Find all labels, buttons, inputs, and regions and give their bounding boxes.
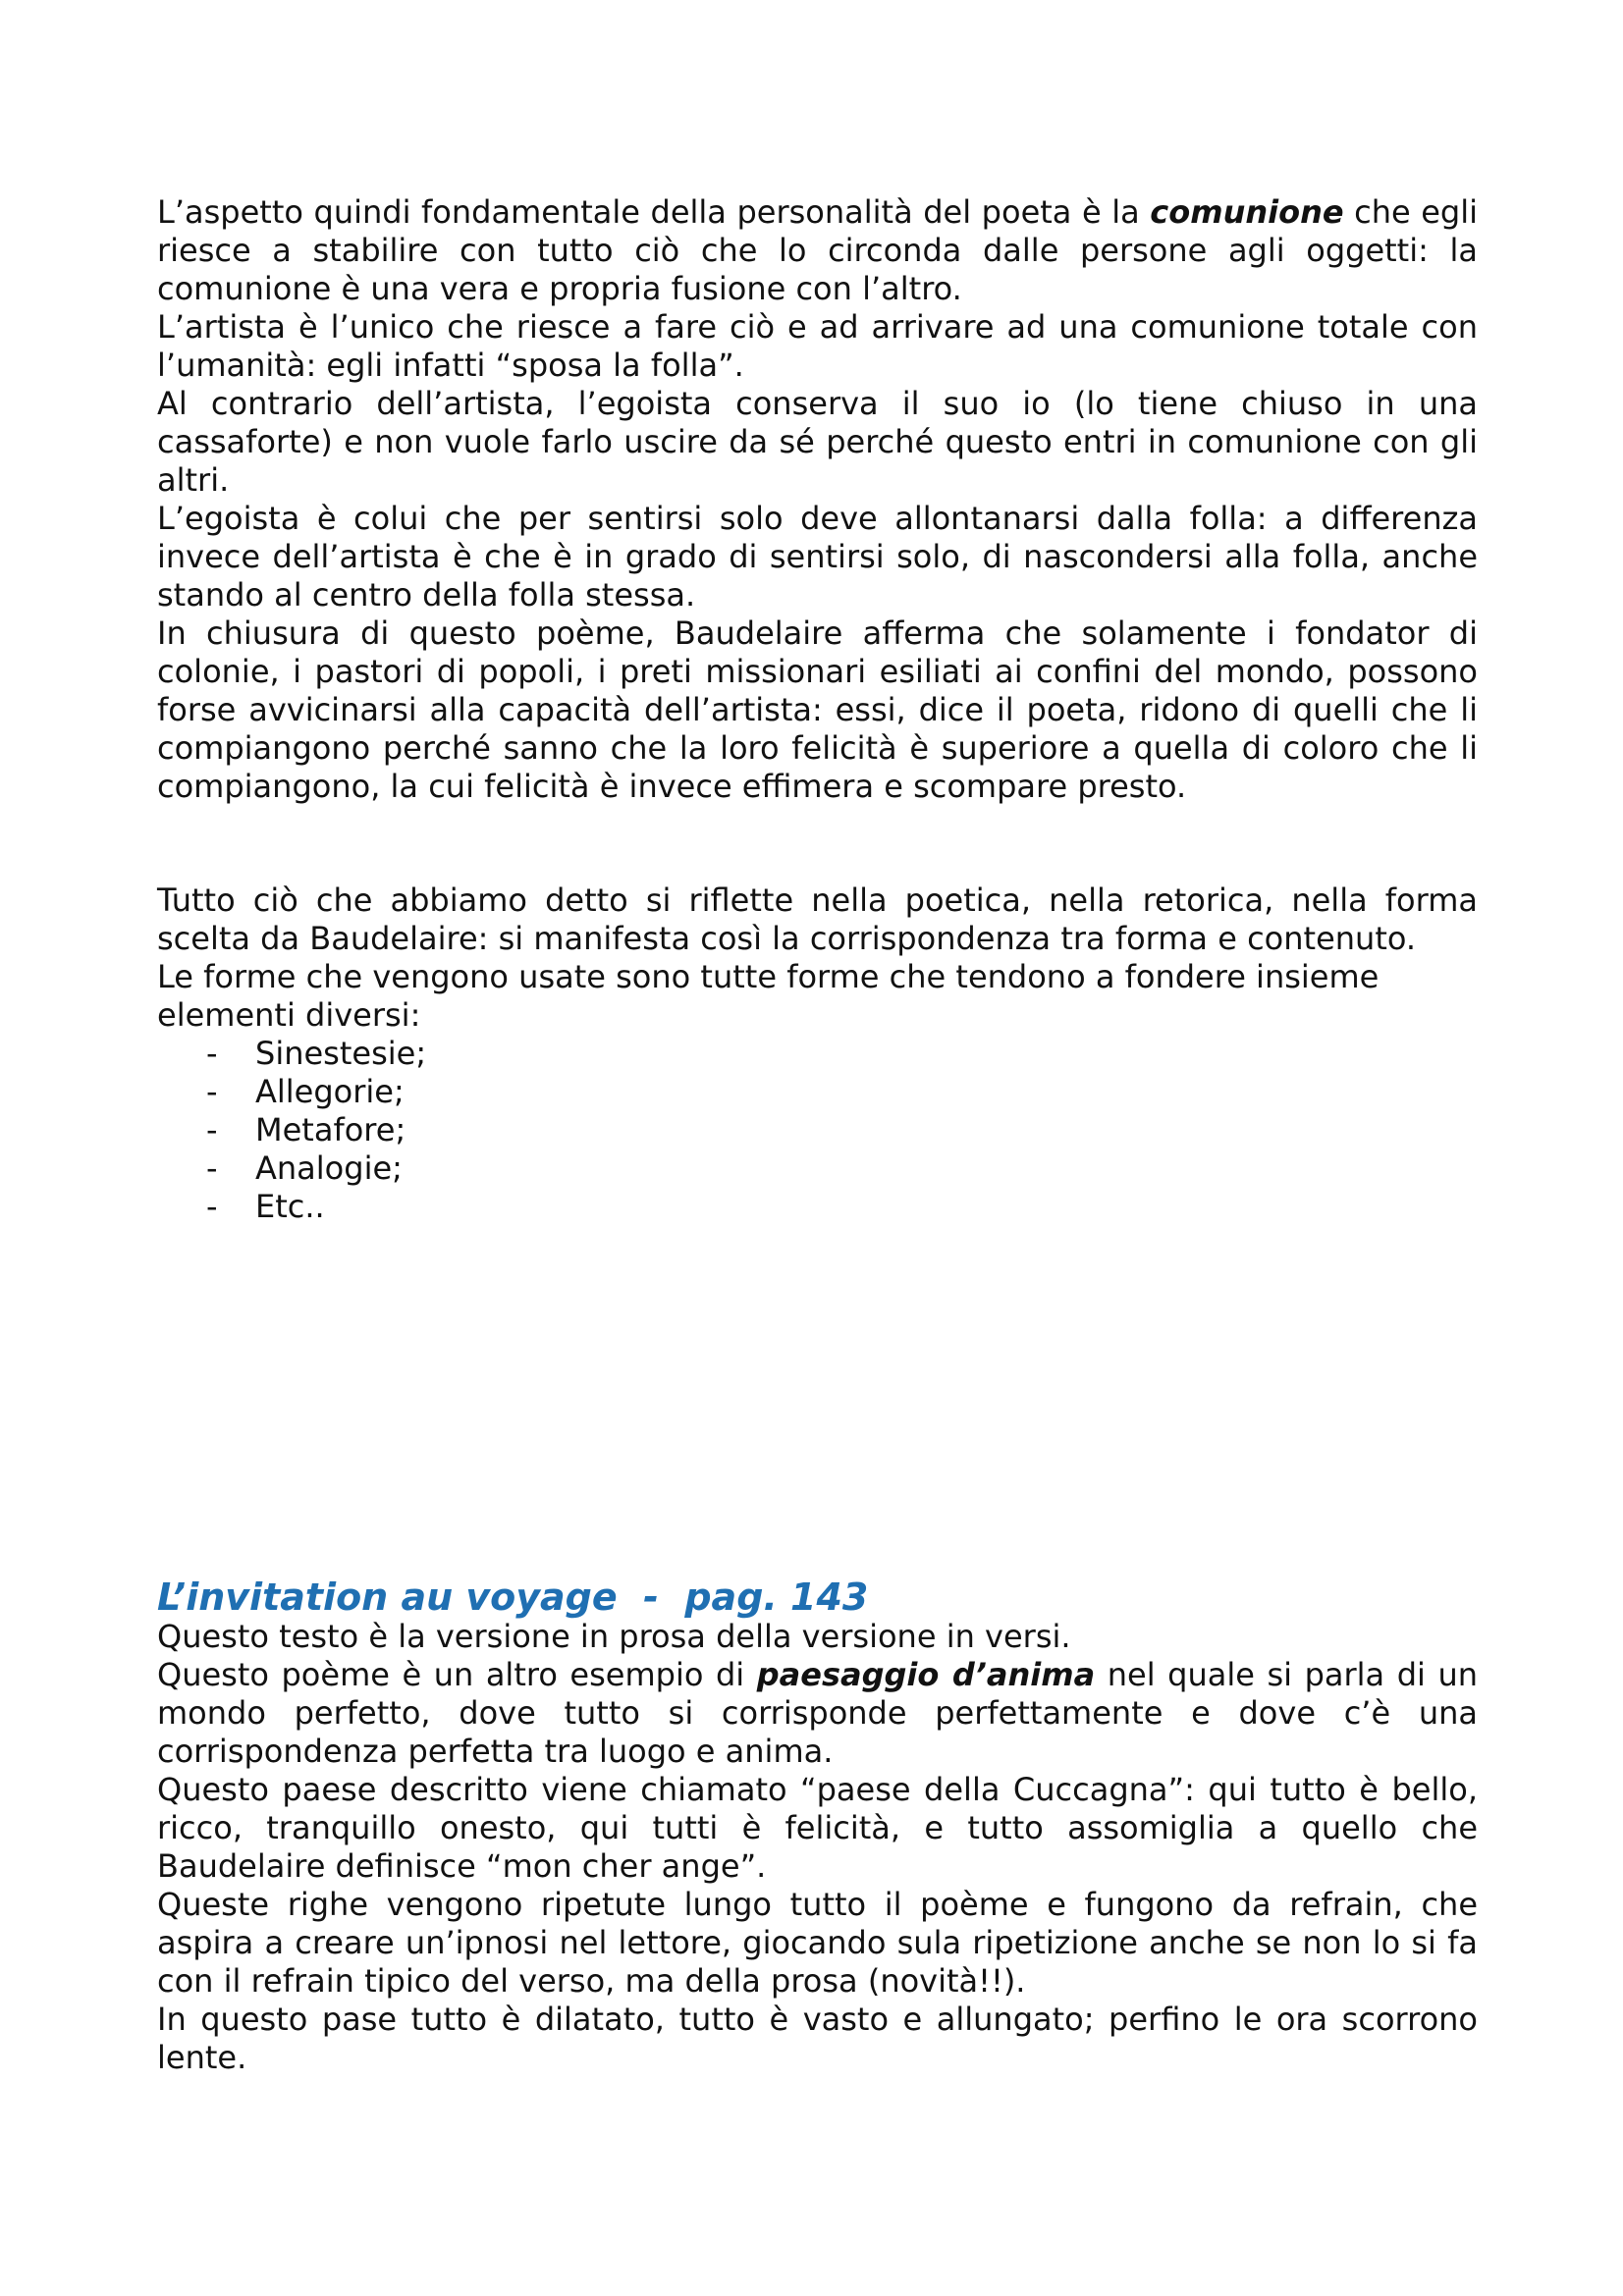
- list-item-text: Sinestesie;: [255, 1035, 427, 1072]
- paragraph: Tutto ciò che abbiamo detto si riflette nella poetica, nella retorica, nella forma scelta da Baudelaire: si manifesta così la corrispondenza tra forma e contenuto.: [157, 881, 1478, 957]
- paragraph: [157, 1656, 1478, 1771]
- text-run: nel quale si parla di un mondo perfetto, dove tutto si corrisponde perfettamente e dove c’è una corrispondenza perfetta tra luogo e anima.: [157, 1656, 1479, 1770]
- list-item-text: Metafore;: [255, 1111, 406, 1148]
- paragraph: Questo testo è la versione in prosa della versione in versi.: [157, 1618, 1071, 1655]
- paragraph: In questo pase tutto è dilatato, tutto è vasto e allungato; perfino le ora scorrono lente.: [157, 2001, 1478, 2076]
- list-marker: -: [206, 1111, 218, 1148]
- list-marker: -: [206, 1149, 218, 1187]
- list-item: [157, 1149, 1478, 1188]
- list-item: [157, 1035, 1478, 1073]
- text-run: L’aspetto quindi fondamentale della personalità del poeta è la: [157, 193, 1151, 231]
- paragraph: L’egoista è colui che per sentirsi solo deve allontanarsi dalla folla: a differenza invece dell’artista è che è in grado di sentirsi solo, di nascondersi alla folla, anche stando al centro della folla stessa.: [157, 500, 1478, 614]
- paragraph: L’artista è l’unico che riesce a fare ciò e ad arrivare ad una comunione totale con l’umanità: egli infatti “sposa la folla”.: [157, 308, 1478, 384]
- list-marker: -: [206, 1188, 218, 1225]
- paragraph: [157, 193, 1478, 308]
- list-marker: -: [206, 1035, 218, 1072]
- forms-list: [157, 1035, 1478, 1226]
- section-forme: [157, 881, 1478, 1226]
- paragraph: Queste righe vengono ripetute lungo tutto il poème e fungono da refrain, che aspira a creare un’ipnosi nel lettore, giocando sula ripetizione anche se non lo si fa con il refrain tipico del verso, ma della prosa (novità!!).: [157, 1886, 1478, 2000]
- list-item: [157, 1188, 1478, 1226]
- text-run: che egli riesce a stabilire con tutto ciò che lo circonda dalle persone agli oggetti: la comunione è una vera e propria fusione con l’altro.: [157, 193, 1479, 307]
- paragraph: Le forme che vengono usate sono tutte forme che tendono a fondere insieme elementi diversi:: [157, 958, 1380, 1034]
- list-item: [157, 1111, 1478, 1149]
- section-heading: L’invitation au voyage - pag. 143: [157, 1575, 869, 1619]
- list-item-text: Etc..: [255, 1188, 325, 1225]
- section-comunione: [157, 193, 1478, 806]
- section-invitation: [157, 1618, 1478, 2077]
- paragraph: Questo paese descritto viene chiamato “paese della Cuccagna”: qui tutto è bello, ricco, tranquillo onesto, qui tutti è felicità, e tutto assomiglia a quello che Baudelaire definisce “mon cher ange”.: [157, 1771, 1478, 1885]
- paragraph: In chiusura di questo poème, Baudelaire afferma che solamente i fondator di colonie, i pastori di popoli, i preti missionari esiliati ai confini del mondo, possono forse avvicinarsi alla capacità dell’artista: essi, dice il poeta, ridono di quelli che li compiangono perché sanno che la loro felicità è superiore a quella di coloro che li compiangono, la cui felicità è invece effimera e scompare presto.: [157, 614, 1478, 805]
- list-item-text: Analogie;: [255, 1149, 403, 1187]
- text-run: Questo poème è un altro esempio di: [157, 1656, 757, 1693]
- list-item: [157, 1073, 1478, 1111]
- list-marker: -: [206, 1073, 218, 1110]
- emphasis-comunione: comunione: [1150, 193, 1344, 231]
- paragraph: Al contrario dell’artista, l’egoista conserva il suo io (lo tiene chiuso in una cassaforte) e non vuole farlo uscire da sé perché questo entri in comunione con gli altri.: [157, 385, 1478, 499]
- list-item-text: Allegorie;: [255, 1073, 405, 1110]
- emphasis-paesaggio: paesaggio d’anima: [756, 1656, 1096, 1693]
